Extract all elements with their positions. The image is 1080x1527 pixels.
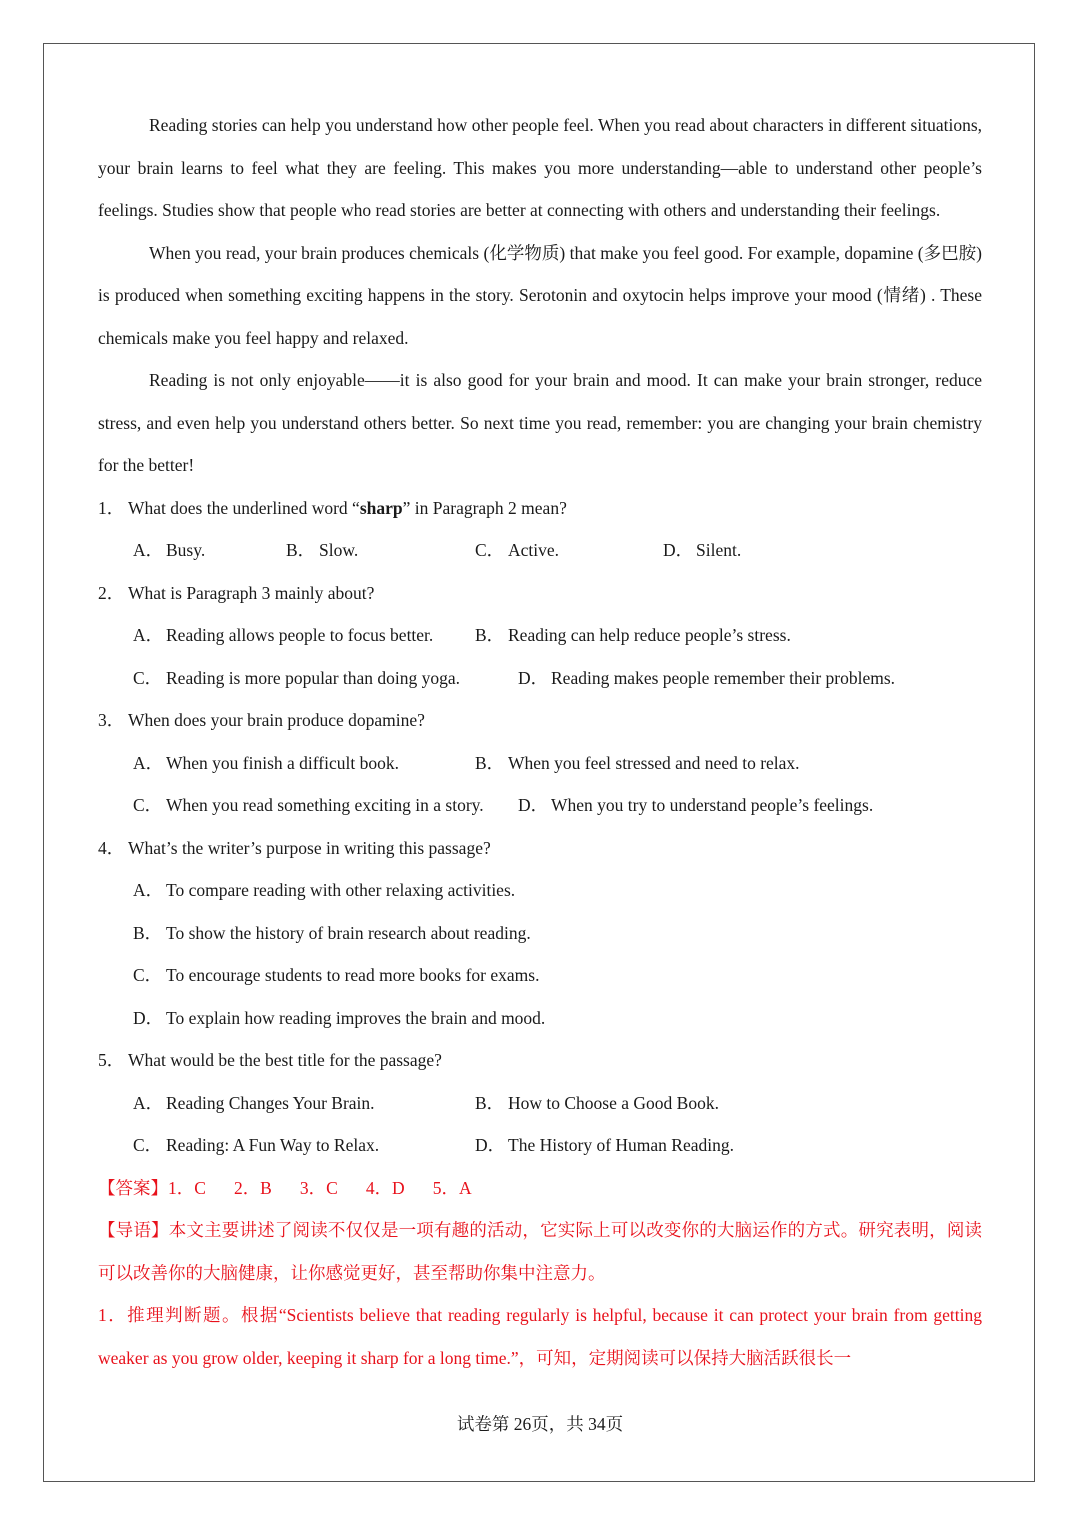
option-d: D． To explain how reading improves the brain and mood.: [133, 1007, 546, 1028]
option-b: B． To show the history of brain research about reading.: [133, 922, 531, 943]
question-1-options: [98, 529, 982, 572]
question-2-options-row-1: [98, 614, 982, 657]
guide-text: [98, 1209, 982, 1294]
option-d: D． Reading makes people remember their problems.: [518, 667, 896, 688]
question-3-options-row-2: [98, 784, 982, 827]
question-2: [98, 572, 982, 615]
answer-item: 4．D: [365, 1177, 405, 1198]
passage-paragraph-2: When you read, your brain produces chemicals (化学物质) that make you feel good. For example, dopamine (多巴胺) is produced when something exciting happens in the story. Serotonin and oxytocin helps improve your mood (情绪) . These chemicals make you feel happy and relaxed.: [98, 242, 982, 348]
option-d: D． When you try to understand people’s feelings.: [518, 795, 874, 815]
answer-item: 2．B: [233, 1177, 272, 1198]
option-b: B． Reading can help reduce people’s stress.: [475, 625, 791, 645]
question-3: [98, 699, 982, 742]
question-2-options-row-2: [98, 657, 982, 700]
page-footer: 试卷第 26页，共 34页: [456, 1414, 624, 1434]
document-body: [98, 104, 982, 1379]
guide-body: 本文主要讲述了阅读不仅仅是一项有趣的活动，它实际上可以改变你的大脑运作的方式。研究表明，阅读可以改善你的大脑健康，让你感觉更好，甚至帮助你集中注意力。: [98, 1220, 982, 1283]
answer-key: [98, 1167, 982, 1210]
option-a: A． Busy.: [133, 540, 206, 560]
option-b: B． Slow.: [286, 540, 359, 560]
question-number: 4．: [98, 837, 125, 858]
question-stem: What is Paragraph 3 mainly about?: [128, 582, 375, 603]
passage-paragraph-3: Reading is not only enjoyable——it is also good for your brain and mood. It can make your brain stronger, reduce stress, and even help you understand others better. So next time you read, remember: you are changing your brain chemistry for the better!: [98, 370, 982, 475]
answer-item: 3．C: [299, 1177, 338, 1198]
question-stem: What’s the writer’s purpose in writing this passage?: [128, 837, 491, 858]
question-5-options-row-1: [98, 1082, 982, 1125]
option-b: B． When you feel stressed and need to relax.: [475, 752, 800, 773]
question-5-options-row-2: [98, 1124, 982, 1167]
question-5: [98, 1039, 982, 1082]
question-stem-before: What does the underlined word “: [128, 497, 360, 518]
question-stem: What would be the best title for the passage?: [128, 1050, 442, 1070]
question-keyword: sharp: [359, 497, 403, 518]
question-number: 3．: [98, 710, 125, 730]
option-b: B． How to Choose a Good Book.: [475, 1092, 719, 1113]
option-a: A． Reading allows people to focus better.: [133, 625, 434, 645]
option-a: A． To compare reading with other relaxing activities.: [133, 880, 516, 900]
question-4: [98, 827, 982, 870]
option-a: A． When you finish a difficult book.: [133, 752, 399, 773]
question-3-options-row-1: [98, 742, 982, 785]
passage-paragraph-1: Reading stories can help you understand how other people feel. When you read about characters in different situations, your brain learns to feel what they are feeling. This makes you more understanding—able to understand other people’s feelings. Studies show that people who read stories are better at connecting with others and understanding their feelings.: [98, 115, 982, 220]
option-d: D． The History of Human Reading.: [475, 1135, 734, 1155]
analysis-1: 1．推理判断题。根据“Scientists believe that reading regularly is helpful, because it can protect your brain from getting weaker as you grow older, keeping it sharp for a long time.”，可知，定期阅读可以保持大脑活跃很长一: [98, 1305, 982, 1368]
option-c: C． To encourage students to read more books for exams.: [133, 965, 540, 985]
question-stem-after: ” in Paragraph 2 mean?: [402, 497, 567, 518]
question-number: 2．: [98, 582, 125, 603]
question-number: 1．: [98, 497, 125, 518]
option-c: C． Active.: [475, 540, 560, 560]
option-d: D． Silent.: [663, 540, 742, 560]
answer-label: 【答案】: [98, 1177, 168, 1198]
option-c: C． Reading: A Fun Way to Relax.: [133, 1135, 380, 1155]
question-number: 5．: [98, 1050, 125, 1070]
option-c: C． When you read something exciting in a story.: [133, 795, 484, 815]
option-a: A． Reading Changes Your Brain.: [133, 1092, 375, 1113]
answer-item: 1．C: [168, 1177, 206, 1198]
question-1: [98, 487, 982, 530]
guide-label: 【导语】: [98, 1220, 169, 1240]
question-stem: When does your brain produce dopamine?: [128, 710, 425, 730]
answer-item: 5．A: [432, 1177, 472, 1198]
option-c: C． Reading is more popular than doing yoga.: [133, 667, 461, 688]
